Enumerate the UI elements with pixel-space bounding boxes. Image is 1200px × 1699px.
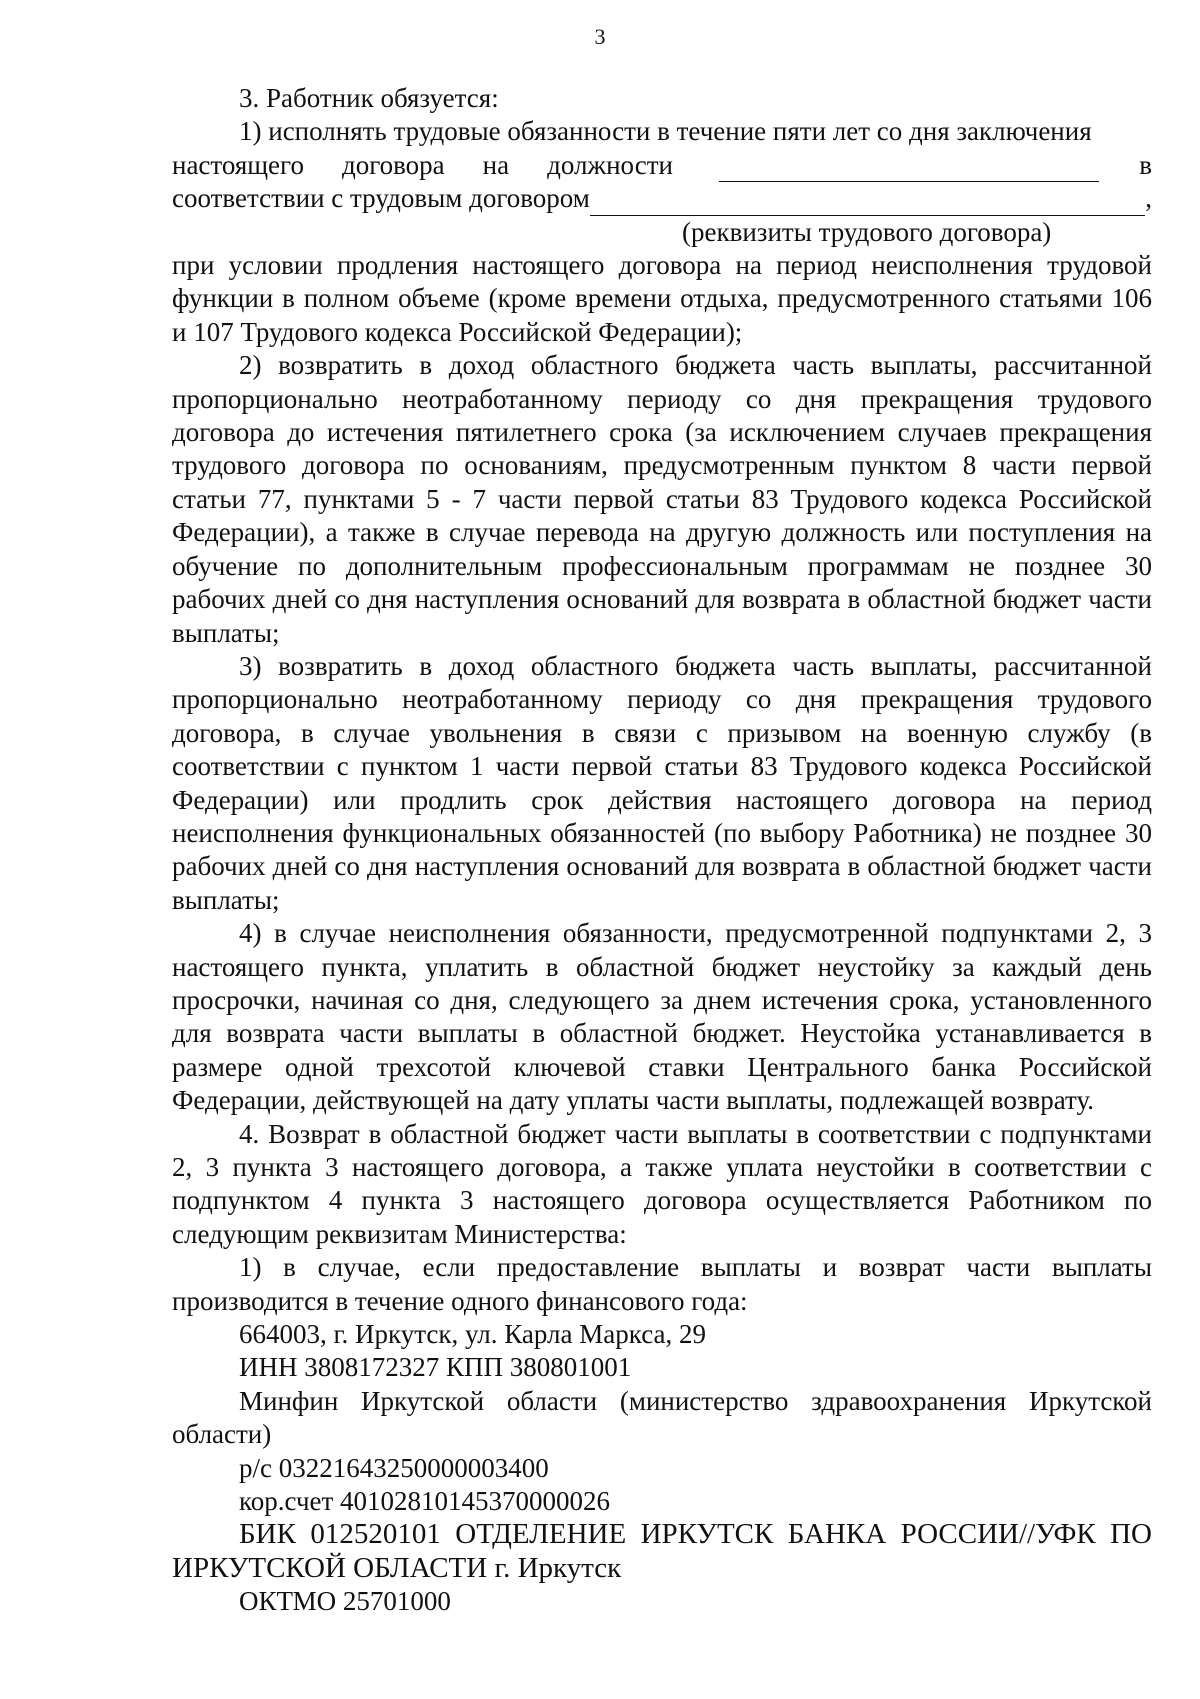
s3-1-line2	[172, 149, 1152, 182]
s3-1-word: на	[482, 149, 510, 180]
s4-1-paragraph: 1) в случае, если предоставление выплаты и возврат части выплаты производится в течение одного финансового года:	[172, 1252, 1152, 1316]
requisites-address: 664003, г. Иркутск, ул. Карла Маркса, 29	[239, 1319, 707, 1350]
section-4-paragraph: 4. Возврат в областной бюджет части выплаты в соответствии с подпунктами 2, 3 пункта 3 настоящего договора, а также уплата неустойки в соответствии с подпунктом 4 пункта 3 настоящего договора осуществляется Работником по следующим реквизитам Министерства:	[172, 1118, 1152, 1249]
s3-1-word: должности	[547, 149, 673, 180]
requisites-minfin: Минфин Иркутской области (министерство здравоохранения Иркутской области)	[172, 1385, 1152, 1450]
requisites-bik: БИК 012520101 ОТДЕЛЕНИЕ ИРКУТСК БАНКА РОССИИ//УФК ПО ИРКУТСКОЙ ОБЛАСТИ г. Иркутск	[172, 1518, 1152, 1584]
requisites-oktmo: ОКТМО 25701000	[239, 1586, 451, 1617]
contract-details-blank-line	[590, 191, 1145, 216]
s3-1-line3	[172, 182, 1152, 215]
requisites-inn-kpp: ИНН 3808172327 КПП 380801001	[239, 1352, 632, 1383]
s3-1-text: ,	[1145, 183, 1152, 214]
requisites-correspondent-account: кор.счет 40102810145370000026	[239, 1486, 611, 1517]
page-number: 3	[594, 24, 606, 49]
s3-1-word: договора	[341, 149, 445, 180]
s3-1-word: настоящего	[172, 149, 304, 180]
position-blank-line	[719, 157, 1099, 182]
s3-4-paragraph: 4) в случае неисполнения обязанности, предусмотренной подпунктами 2, 3 настоящего пункта, уплатить в областной бюджет неустойку за каждый день просрочки, начиная со дня, следующего за днем истечения срока, установленного для возврата части выплаты в областной бюджет. Неустойка устанавливается в размере одной трехсотой ключевой ставки Центрального банка Российской Федерации, действующей на дату уплаты части выплаты, подлежащей возврату.	[172, 918, 1152, 1116]
s3-1-text: соответствии с трудовым договором	[172, 183, 590, 214]
requisites-account: р/с 03221643250000003400	[239, 1452, 549, 1483]
s3-3-paragraph: 3) возвратить в доход областного бюджета часть выплаты, рассчитанной пропорционально неотработанному периоду со дня прекращения трудового договора, в случае увольнения в связи с призывом на военную службу (в соответствии с пунктом 1 части первой статьи 83 Трудового кодекса Российской Федерации) или продлить срок действия настоящего договора на период неисполнения функциональных обязанностей (по выбору Работника) не позднее 30 рабочих дней со дня наступления оснований для возврата в областной бюджет части выплаты;	[172, 650, 1152, 915]
s3-2-paragraph: 2) возвратить в доход областного бюджета часть выплаты, рассчитанной пропорционально неотработанному периоду со дня прекращения трудового договора до истечения пятилетнего срока (за исключением случаев прекращения трудового договора по основаниям, предусмотренным пунктом 8 части первой статьи 77, пунктами 5 - 7 части первой статьи 83 Трудового кодекса Российской Федерации), а также в случае перевода на другую должность или поступления на обучение по дополнительным профессиональным программам не позднее 30 рабочих дней со дня наступления оснований для возврата в областной бюджет части выплаты;	[172, 350, 1152, 648]
s3-1-line1: 1) исполнять трудовые обязанности в течение пяти лет со дня заключения	[239, 116, 1092, 147]
s3-1-word: в	[1139, 149, 1152, 180]
document-body	[172, 82, 1152, 1619]
s3-1-rest: при условии продления настоящего договора на период неисполнения трудовой функции в полном объеме (кроме времени отдыха, предусмотренного статьями 106 и 107 Трудового кодекса Российской Федерации);	[172, 250, 1152, 347]
contract-details-caption: (реквизиты трудового договора)	[682, 216, 1052, 247]
section-3-heading: 3. Работник обязуется:	[239, 83, 499, 113]
